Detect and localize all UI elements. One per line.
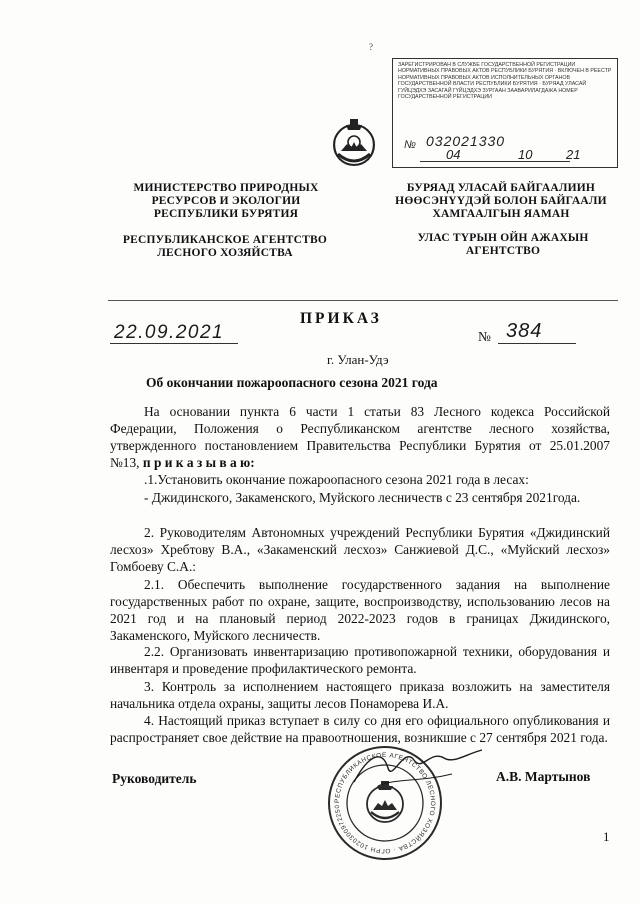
clause-1-list: - Джидинского, Закаменского, Муйского лесничеств с 23 сентября 2021года. <box>144 490 581 505</box>
clause-3: 3. Контроль за исполнением настоящего приказа возложить на заместителя начальника отдела охраны, защиты лесов Понаморева И.А. <box>110 679 610 711</box>
order-number-underline <box>498 343 576 344</box>
page-number: 1 <box>603 829 610 844</box>
left-ministry-name: МИНИСТЕРСТВО ПРИРОДНЫХ РЕСУРСОВ И ЭКОЛОГИИ РЕСПУБЛИКИ БУРЯТИЯ <box>133 182 319 220</box>
order-title: ПРИКАЗ <box>300 310 382 327</box>
clause-4: 4. Настоящий приказ вступает в силу со дня его официального опубликования и распространяет свое действие на правоотношения, возникшие с 27 сентября 2021 года. <box>110 713 610 745</box>
registration-year: 21 <box>566 147 581 162</box>
order-date: 22.09.2021 <box>114 322 225 343</box>
registration-month: 10 <box>518 147 533 162</box>
order-date-underline <box>110 343 238 344</box>
order-number-prefix: № <box>478 329 491 344</box>
signatory-role: Руководитель <box>112 771 197 786</box>
clause-2: 2. Руководителям Автономных учреждений Республики Бурятия «Джидинский лесхоз» Хребтову В.А., «Закаменский лесхоз» Санжиевой Д.С., «Муйский лесхоз» Гомбоеву С.А.: <box>110 525 610 574</box>
order-subject: Об окончании пожароопасного сезона 2021 года <box>146 375 438 390</box>
registration-line <box>420 161 570 162</box>
preamble-paragraph <box>110 404 610 472</box>
seal-ring-text: РЕСПУБЛИКАНСКОЕ АГЕНТСТВО ЛЕСНОГО ХОЗЯЙСТВА · ОГРН 1020300972250 <box>333 751 437 855</box>
scan-mark: ? <box>369 42 373 52</box>
registration-number-prefix: № <box>404 139 416 151</box>
right-agency-name: УЛАС ТҮРЫН ОЙН АЖАХЫН АГЕНТСТВО <box>417 232 589 257</box>
preamble-text: На основании пункта 6 части 1 статьи 83 Лесного кодекса Российской Федерации, Положения о Республиканском агентстве лесного хозяйства, утвержденного постановлением Правительства Республики Бурятия от 25.01.2007 №13, <box>110 404 610 470</box>
registration-day: 04 <box>446 147 461 162</box>
clause-2-2: 2.2. Организовать инвентаризацию противопожарной техники, оборудования и инвентаря и проведение профилактического ремонта. <box>110 644 610 676</box>
clause-1: .1.Установить окончание пожароопасного сезона 2021 года в лесах: <box>144 472 529 487</box>
handwritten-signature <box>348 738 488 798</box>
left-agency-name: РЕСПУБЛИКАНСКОЕ АГЕНТСТВО ЛЕСНОГО ХОЗЯЙСТВА <box>122 234 328 259</box>
order-city: г. Улан-Удэ <box>327 352 389 367</box>
header-divider <box>108 300 618 301</box>
buryatia-emblem-icon <box>329 116 379 174</box>
order-number: 384 <box>506 320 543 342</box>
registration-stamp-text: ЗАРЕГИСТРИРОВАН В СЛУЖБЕ ГОСУДАРСТВЕННОЙ РЕГИСТРАЦИИ НОРМАТИВНЫХ ПРАВОВЫХ АКТОВ РЕСПУБЛИКИ БУРЯТИЯ · ВКЛЮЧЕН В РЕЕСТР НОРМАТИВНЫХ ПРАВОВЫХ АКТОВ ИСПОЛНИТЕЛЬНЫХ ОРГАНОВ ГОСУДАРСТВЕННОЙ ВЛАСТИ РЕСПУБЛИКИ БУРЯТИЯ · БУРЯАД УЛАСАЙ ГУЙЦЭДХЭ ЗАСАГАЙ ГҮЙЦЭДХЭ ЗУРГААН ЗААВАРИЛАГДАЖА НОМЕР ГОСУДАРСТВЕННОЙ РЕГИСТРАЦИИ <box>398 62 612 101</box>
clause-2-1: 2.1. Обеспечить выполнение государственного задания на выполнение государственных работ по охране, защите, воспроизводству, использованию лесов на 2021 год и на плановый период 2022-2023 годов в границах Джидинского, Закаменского, Муйского лесничеств. <box>110 577 610 643</box>
order-command: п р и к а з ы в а ю: <box>142 454 255 470</box>
right-ministry-name: БУРЯАД УЛАСАЙ БАЙГААЛИИН НӨӨСЭНҮҮДЭЙ БОЛОН БАЙГААЛИ ХАМГААЛГЫН ЯАМАН <box>395 182 607 220</box>
registration-number: 032021330 <box>426 133 506 149</box>
signatory-name: А.В. Мартынов <box>496 769 591 784</box>
